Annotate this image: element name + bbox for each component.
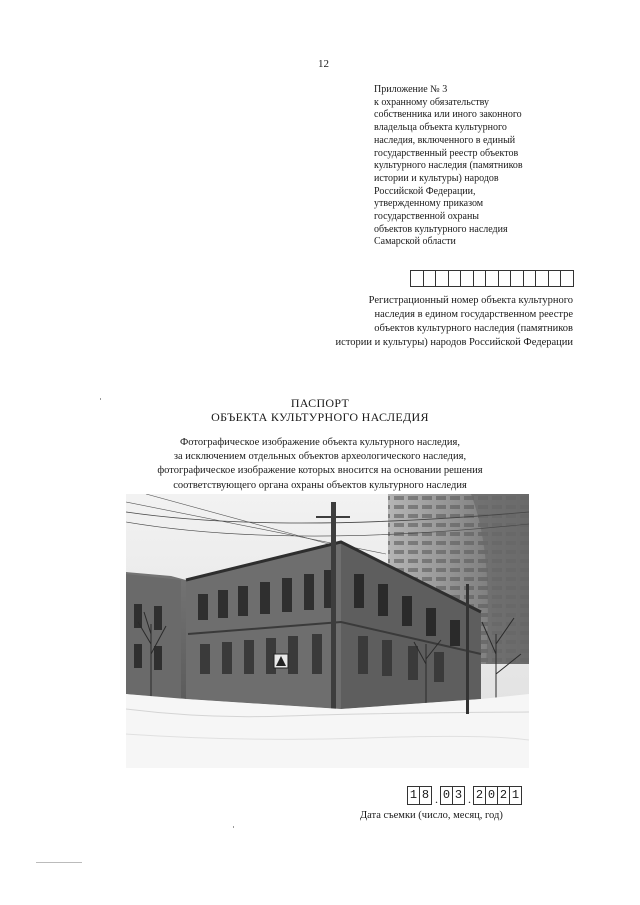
registration-number-box [474,270,487,287]
registration-number-box [549,270,562,287]
photo-description-line: за исключением отдельных объектов археологического наследия, [173,451,467,463]
date-year-digit: 2 [497,786,510,805]
registration-number-box [524,270,537,287]
shooting-date-caption: Дата съемки (число, месяц, год) [360,810,503,821]
photo-description-line: соответствующего органа охраны объектов культурного наследия [173,479,467,491]
registration-number-box [461,270,474,287]
registration-number-box [449,270,462,287]
date-year-digit: 2 [473,786,486,805]
date-year-digit: 1 [509,786,522,805]
building-photo-illustration [126,494,529,768]
registration-number-box [511,270,524,287]
registration-number-box [561,270,574,287]
registration-number-box [536,270,549,287]
registration-number-boxes [410,270,574,287]
appendix-line: утвержденному приказом [374,198,484,210]
date-separator: . [435,792,438,806]
shooting-date-boxes [408,786,522,805]
appendix-line: Самарской области [374,236,456,248]
appendix-line: наследия, включенного в единый [374,134,516,146]
appendix-line: Приложение № 3 [374,84,448,95]
registration-number-box [411,270,424,287]
registration-caption-line: истории и культуры) народов Российской Федерации [335,337,573,348]
appendix-line: владельца объекта культурного [374,122,507,134]
registration-number-box [486,270,499,287]
photo-description-line: фотографическое изображение которых вносится на основании решения [157,465,483,477]
appendix-line: Российской Федерации, [374,185,476,197]
photo-description [0,436,640,493]
registration-number-box [424,270,437,287]
date-day-digit: 8 [419,786,432,805]
appendix-line: истории и культуры) народов [374,172,499,184]
registration-caption-line: объектов культурного наследия (памятников [374,323,573,334]
date-separator: . [468,792,471,806]
appendix-line: государственной охраны [374,211,480,223]
heritage-building-photo [126,494,529,768]
document-subtitle: ОБЪЕКТА КУЛЬТУРНОГО НАСЛЕДИЯ [211,410,429,424]
date-day-digit: 1 [407,786,420,805]
page-number: 12 [318,58,329,70]
registration-caption [336,294,573,350]
date-year-digit: 0 [485,786,498,805]
registration-caption-line: Регистрационный номер объекта культурного [368,295,573,306]
registration-number-box [436,270,449,287]
appendix-line: объектов культурного наследия [374,223,508,235]
scan-speck [36,862,82,863]
photo-description-line: Фотографическое изображение объекта культурного наследия, [180,437,460,448]
date-month-digit: 0 [440,786,453,805]
date-month-digit: 3 [452,786,465,805]
document-title: ПАСПОРТ [290,396,350,410]
registration-caption-line: наследия в едином государственном реестре [374,309,573,320]
scan-speck [233,826,234,828]
scan-speck [100,398,101,400]
appendix-line: к охранному обязательству [374,96,490,108]
registration-number-box [499,270,512,287]
appendix-line: культурного наследия (памятников [374,160,523,172]
appendix-note [374,84,574,249]
appendix-line: государственный реестр объектов [374,147,519,159]
appendix-line: собственника или иного законного [374,109,522,121]
